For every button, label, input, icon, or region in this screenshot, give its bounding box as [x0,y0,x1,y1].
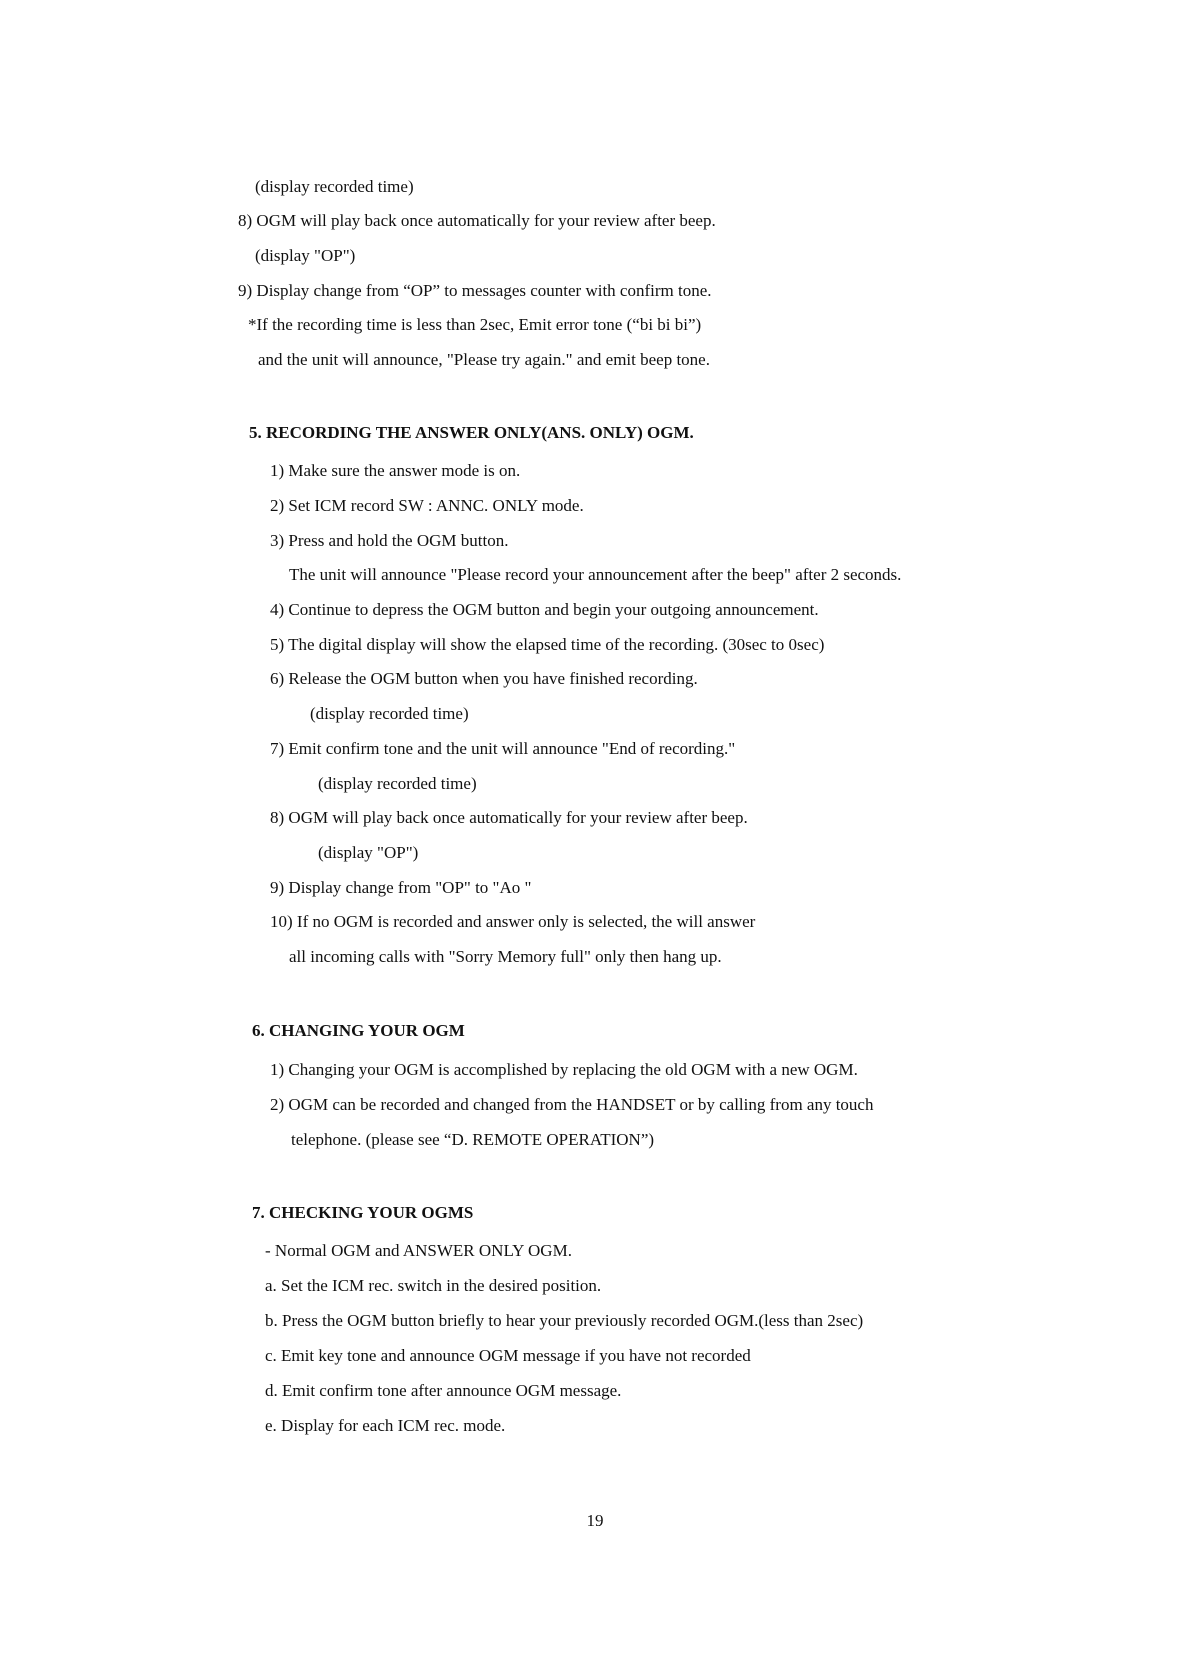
list-item: c. Emit key tone and announce OGM message if you have not recorded [265,1346,751,1365]
list-item: b. Press the OGM button briefly to hear your previously recorded OGM.(less than 2sec) [265,1311,864,1330]
section-heading: 7. CHECKING YOUR OGMS [252,1203,474,1222]
list-item: 7) Emit confirm tone and the unit will announce "End of recording." [270,739,736,758]
list-item: telephone. (please see “D. REMOTE OPERATION”) [291,1130,655,1149]
list-item: 9) Display change from "OP" to "Ao " [270,878,532,897]
list-item: a. Set the ICM rec. switch in the desired position. [265,1276,602,1295]
text-line: *If the recording time is less than 2sec, Emit error tone (“bi bi bi”) [248,315,702,334]
list-item: (display "OP") [318,843,419,862]
section-heading: 6. CHANGING YOUR OGM [252,1021,465,1040]
list-item: 5) The digital display will show the elapsed time of the recording. (30sec to 0sec) [270,635,825,654]
list-item: (display recorded time) [318,774,477,793]
list-item: 1) Changing your OGM is accomplished by replacing the old OGM with a new OGM. [270,1060,858,1079]
list-item: 8) OGM will play back once automatically for your review after beep. [270,808,748,827]
text-line: 9) Display change from “OP” to messages counter with confirm tone. [238,281,712,300]
list-item: 3) Press and hold the OGM button. [270,531,509,550]
section-heading: 5. RECORDING THE ANSWER ONLY(ANS. ONLY) OGM. [249,423,694,442]
list-item: The unit will announce "Please record your announcement after the beep" after 2 seconds. [289,565,902,584]
list-item: d. Emit confirm tone after announce OGM message. [265,1381,622,1400]
text-line: and the unit will announce, "Please try again." and emit beep tone. [258,350,710,369]
text-line: (display "OP") [255,246,356,265]
list-item: 10) If no OGM is recorded and answer only is selected, the will answer [270,912,756,931]
list-item: (display recorded time) [310,704,469,723]
list-item: 1) Make sure the answer mode is on. [270,461,521,480]
list-item: 4) Continue to depress the OGM button and begin your outgoing announcement. [270,600,819,619]
list-item: all incoming calls with "Sorry Memory full" only then hang up. [289,947,722,966]
list-item: e. Display for each ICM rec. mode. [265,1416,506,1435]
list-item: 2) OGM can be recorded and changed from the HANDSET or by calling from any touch [270,1095,874,1114]
list-item: 6) Release the OGM button when you have finished recording. [270,669,698,688]
text-line: (display recorded time) [255,177,414,196]
page-number: 19 [586,1511,604,1530]
list-item: - Normal OGM and ANSWER ONLY OGM. [265,1241,572,1260]
text-line: 8) OGM will play back once automatically for your review after beep. [238,211,716,230]
list-item: 2) Set ICM record SW : ANNC. ONLY mode. [270,496,584,515]
